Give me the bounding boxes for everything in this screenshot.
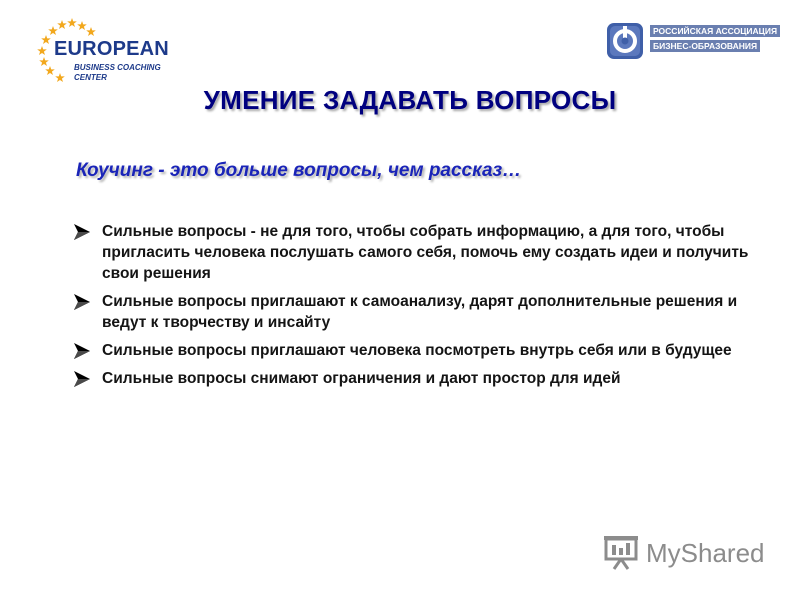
arrow-bullet-icon [72, 223, 92, 241]
ebcc-logo-word: EUROPEAN [54, 38, 169, 60]
rabe-logo [606, 22, 778, 62]
bullet-text: Сильные вопросы приглашают к самоанализу, дарят дополнительные решения и ведут к творчеству и инсайту [102, 293, 738, 331]
presentation-board-icon [604, 536, 642, 570]
ebcc-logo-line1: BUSINESS COACHING [74, 63, 161, 72]
slide-subtitle: Коучинг - это больше вопросы, чем рассказ… [76, 160, 522, 181]
bullet-item [72, 368, 782, 389]
bullet-text: Сильные вопросы - не для того, чтобы собрать информацию, а для того, чтобы пригласить человека послушать самого себя, помочь ему создать идеи и получить свои решения [102, 223, 749, 282]
arrow-bullet-icon [72, 342, 92, 360]
bullet-item [72, 291, 782, 333]
bullet-item [72, 340, 782, 361]
ebcc-logo [34, 18, 184, 88]
watermark-text: MyShared [646, 538, 765, 568]
bullet-text: Сильные вопросы снимают ограничения и дают простор для идей [102, 370, 621, 387]
bullet-item [72, 221, 782, 284]
arrow-bullet-icon [72, 370, 92, 388]
rabe-logo-line2: БИЗНЕС-ОБРАЗОВАНИЯ [650, 40, 760, 52]
bullet-text: Сильные вопросы приглашают человека посмотреть внутрь себя или в будущее [102, 342, 732, 359]
slide-title: УМЕНИЕ ЗАДАВАТЬ ВОПРОСЫ [203, 85, 617, 115]
rabe-logo-text [650, 25, 778, 55]
rabe-emblem-icon [606, 22, 644, 60]
arrow-bullet-icon [72, 293, 92, 311]
bullet-list [72, 221, 782, 396]
ebcc-logo-line2: CENTER [74, 73, 107, 82]
myshared-watermark [604, 536, 774, 572]
rabe-logo-line1: РОССИЙСКАЯ АССОЦИАЦИЯ [650, 25, 780, 37]
